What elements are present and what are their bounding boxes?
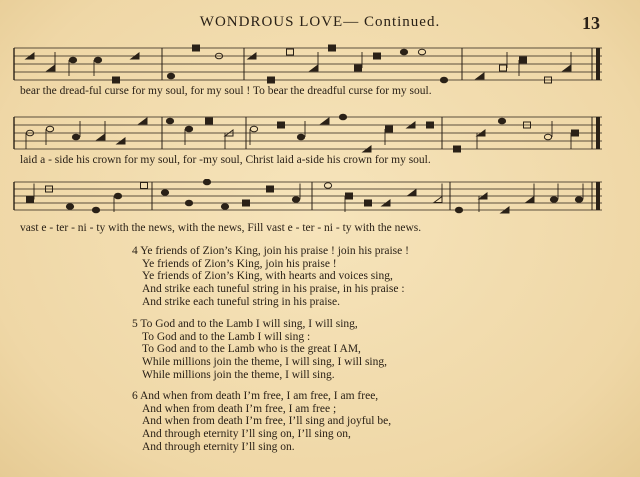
stanza-4 xyxy=(132,245,409,309)
note-head xyxy=(572,130,579,136)
note-head xyxy=(267,186,274,192)
note-head xyxy=(355,65,362,71)
note-head xyxy=(278,122,285,128)
stanza-line: And through eternity I’ll sing on, I’ll sing on, xyxy=(142,428,351,441)
stanza-line: And when from death I’m free, I’ll sing and joyful be, xyxy=(142,415,392,428)
lyric-line-2: laid a - side his crown for my soul, for -my soul, Christ laid a-side his crown for my soul. xyxy=(20,154,431,166)
page-number: 13 xyxy=(582,13,600,33)
staff-notation xyxy=(12,111,606,155)
note-head xyxy=(476,73,484,79)
note-head xyxy=(365,200,372,206)
note-head xyxy=(550,197,557,203)
music-system-1 xyxy=(12,42,606,86)
stanza-line: Ye friends of Zion’s King, with hearts and voices sing, xyxy=(142,270,393,283)
note-head xyxy=(297,134,304,140)
page-title: WONDROUS LOVE— Continued. xyxy=(199,14,441,30)
note-head xyxy=(321,118,329,124)
note-head xyxy=(92,207,99,213)
note-head xyxy=(193,45,200,51)
note-head xyxy=(339,114,346,120)
note-head xyxy=(455,207,462,213)
note-head xyxy=(185,126,192,132)
note-head xyxy=(427,122,434,128)
note-head xyxy=(418,49,425,55)
note-head xyxy=(292,197,299,203)
stanza-line: While millions join the theme, I will sing, I will sing, xyxy=(142,356,387,369)
note-head xyxy=(47,65,55,71)
stanza-line: 4 Ye friends of Zion’s King, join his praise ! join his praise ! xyxy=(132,245,409,257)
stanza-line: To God and to the Lamb I will sing : xyxy=(142,330,311,343)
stanza-line: 5 To God and to the Lamb I will sing, I will sing, xyxy=(132,318,358,330)
note-head xyxy=(526,197,534,203)
note-head xyxy=(166,118,173,124)
note-head xyxy=(575,197,582,203)
note-head xyxy=(94,57,101,63)
note-head xyxy=(161,190,168,196)
note-head xyxy=(287,49,294,55)
lyric-line-3: vast e - ter - ni - ty with the news, with the news, Fill vast e - ter - ni - ty with the news. xyxy=(20,222,422,234)
note-head xyxy=(113,77,120,83)
lyric-line-1: bear the dread-ful curse for my soul, for my soul ! To bear the dreadful curse for my soul. xyxy=(20,85,432,97)
note-head xyxy=(46,126,53,132)
note-head xyxy=(408,190,416,196)
stanza-line: And strike each tuneful string in his praise. xyxy=(142,295,341,308)
stanza-6 xyxy=(132,390,391,454)
stanza-line: Ye friends of Zion’s King, join his praise ! xyxy=(142,257,337,270)
note-head xyxy=(114,193,121,199)
note-head xyxy=(66,204,73,210)
note-head xyxy=(400,49,407,55)
note-head xyxy=(27,197,34,203)
note-head xyxy=(139,118,147,124)
note-head xyxy=(563,65,571,71)
note-head xyxy=(374,53,381,59)
stanza-line: And when from death I’m free, I am free ; xyxy=(142,402,337,415)
note-head xyxy=(206,118,213,124)
stanza-5 xyxy=(132,318,387,382)
note-head xyxy=(324,183,331,189)
note-head xyxy=(221,204,228,210)
note-head xyxy=(203,179,210,185)
note-head xyxy=(500,65,507,71)
note-head xyxy=(268,77,275,83)
note-head xyxy=(329,45,336,51)
music-system-3 xyxy=(12,179,606,217)
note-head xyxy=(440,77,447,83)
music-system-2 xyxy=(12,111,606,155)
stanza-line: And through eternity I’ll sing on. xyxy=(142,440,295,453)
note-head xyxy=(498,118,505,124)
note-head xyxy=(520,57,527,63)
note-head xyxy=(544,134,551,140)
note-head xyxy=(97,134,105,140)
note-head xyxy=(141,183,148,189)
note-head xyxy=(434,197,442,203)
stanza-line: To God and to the Lamb who is the great I AM, xyxy=(142,343,361,356)
note-head xyxy=(243,200,250,206)
note-head xyxy=(250,126,257,132)
stanza-line: 6 And when from death I’m free, I am free, I am free, xyxy=(132,390,379,402)
note-head xyxy=(69,57,76,63)
stanza-line: While millions join the theme, I will sing. xyxy=(142,368,335,381)
note-head xyxy=(386,126,393,132)
staff-notation xyxy=(12,42,606,86)
note-head xyxy=(72,134,79,140)
staff-notation xyxy=(12,179,606,217)
note-head xyxy=(310,65,318,71)
stanza-line: And strike each tuneful string in his praise, in his praise : xyxy=(142,283,405,296)
note-head xyxy=(346,193,353,199)
note-head xyxy=(454,146,461,152)
note-head xyxy=(167,73,174,79)
note-head xyxy=(185,200,192,206)
